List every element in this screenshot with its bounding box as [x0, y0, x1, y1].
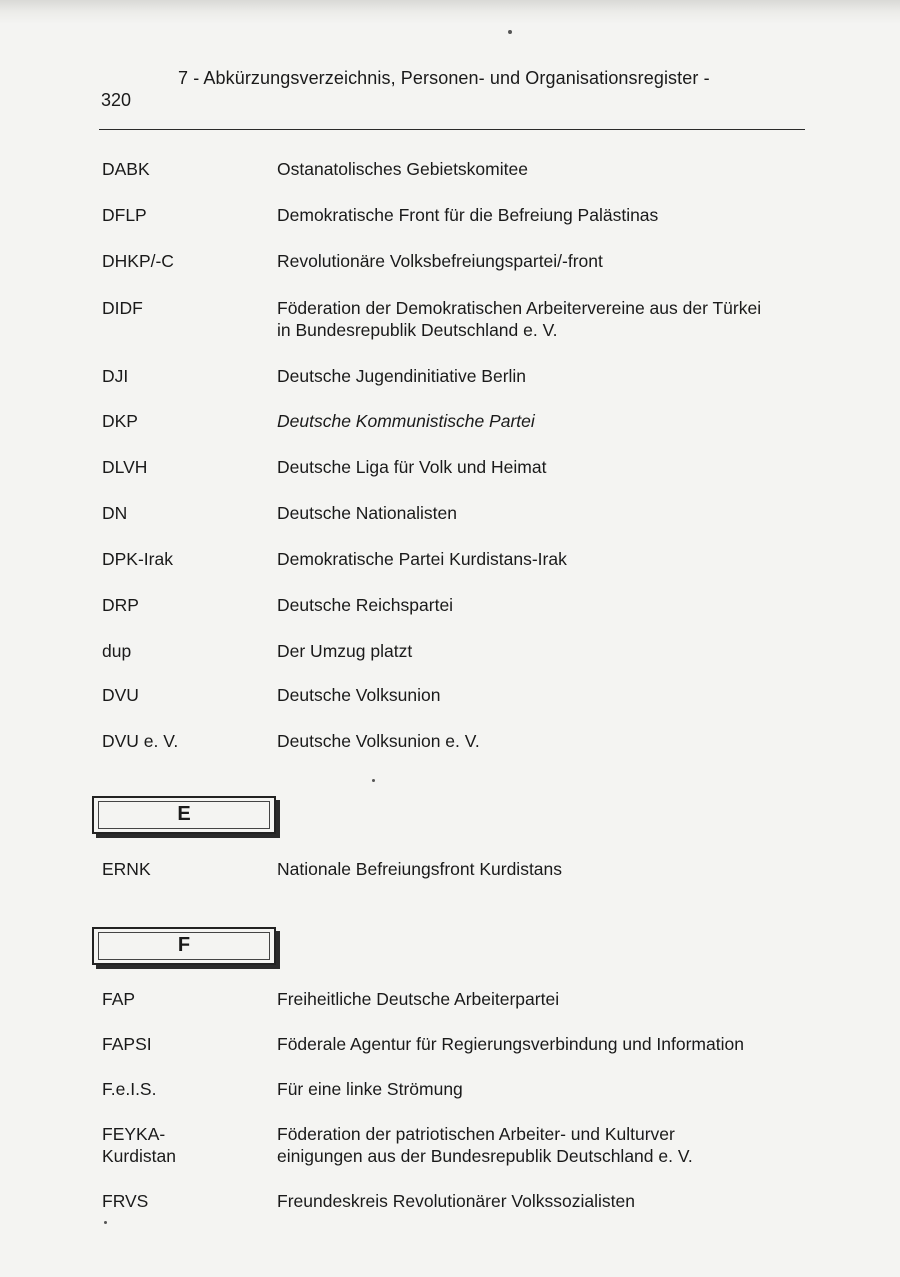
section-letter-box [92, 796, 276, 834]
entry-abbreviation: DKP [102, 411, 138, 431]
entry-definition-line: Föderation der patriotischen Arbeiter- und Kulturver [277, 1124, 675, 1144]
entry-definition-line: in Bundesrepublik Deutschland e. V. [277, 320, 558, 340]
entry-abbreviation: F.e.I.S. [102, 1079, 157, 1099]
entry-abbreviation-line: FEYKA- [102, 1124, 166, 1144]
entry-abbreviation: DPK-Irak [102, 549, 173, 569]
page-number: 320 [101, 90, 132, 110]
entry-abbreviation: DHKP/-C [102, 251, 174, 271]
entry-abbreviation: FAPSI [102, 1034, 152, 1054]
header-rule [99, 129, 805, 130]
scan-speck [372, 779, 375, 782]
entry-abbreviation: DN [102, 503, 128, 523]
section-letter: E [177, 803, 191, 825]
entry-abbreviation-line: Kurdistan [102, 1146, 176, 1166]
entry-definition: Föderale Agentur für Regierungsverbindung und Information [277, 1034, 744, 1054]
entry-abbreviation: dup [102, 641, 132, 661]
entry-definition: Deutsche Volksunion e. V. [277, 731, 480, 751]
entry-abbreviation [102, 1123, 272, 1167]
entry-definition: Für eine linke Strömung [277, 1079, 463, 1099]
entry-definition: Deutsche Volksunion [277, 685, 441, 705]
entry-abbreviation: DJI [102, 366, 129, 386]
entry-abbreviation: FRVS [102, 1191, 149, 1211]
entry-definition: Nationale Befreiungsfront Kurdistans [277, 859, 563, 879]
entry-definition: Deutsche Jugendinitiative Berlin [277, 366, 527, 386]
entry-abbreviation: DVU [102, 685, 139, 705]
entry-abbreviation: DRP [102, 595, 139, 615]
running-head: 7 - Abkürzungsverzeichnis, Personen- und Organisationsregister - [178, 68, 710, 88]
entry-definition: Deutsche Nationalisten [277, 503, 457, 523]
entry-abbreviation: DVU e. V. [102, 731, 179, 751]
entry-definition: Der Umzug platzt [277, 641, 413, 661]
entry-definition: Freiheitliche Deutsche Arbeiterpartei [277, 989, 560, 1009]
entry-definition: Deutsche Liga für Volk und Heimat [277, 457, 547, 477]
entry-definition [277, 1123, 817, 1167]
entry-abbreviation: FAP [102, 989, 136, 1009]
entry-definition: Deutsche Reichspartei [277, 595, 454, 615]
entry-abbreviation: DABK [102, 159, 150, 179]
entry-definition: Demokratische Partei Kurdistans-Irak [277, 549, 567, 569]
entry-abbreviation: DLVH [102, 457, 148, 477]
entry-definition: Deutsche Kommunistische Partei [277, 411, 535, 431]
entry-abbreviation: ERNK [102, 859, 151, 879]
scan-speck [104, 1221, 107, 1224]
entry-definition-line: Föderation der Demokratischen Arbeitervereine aus der Türkei [277, 298, 762, 318]
entry-definition: Ostanatolisches Gebietskomitee [277, 159, 528, 179]
scan-speck [508, 30, 512, 34]
entry-abbreviation: DFLP [102, 205, 147, 225]
section-letter-box [92, 927, 276, 965]
section-letter: F [177, 934, 191, 956]
entry-definition [277, 297, 817, 341]
entry-definition: Demokratische Front für die Befreiung Palästinas [277, 205, 659, 225]
entry-definition: Revolutionäre Volksbefreiungspartei/-front [277, 251, 603, 271]
entry-abbreviation: DIDF [102, 298, 143, 318]
entry-definition-line: einigungen aus der Bundesrepublik Deutschland e. V. [277, 1146, 693, 1166]
entry-definition: Freundeskreis Revolutionärer Volkssozialisten [277, 1191, 635, 1211]
